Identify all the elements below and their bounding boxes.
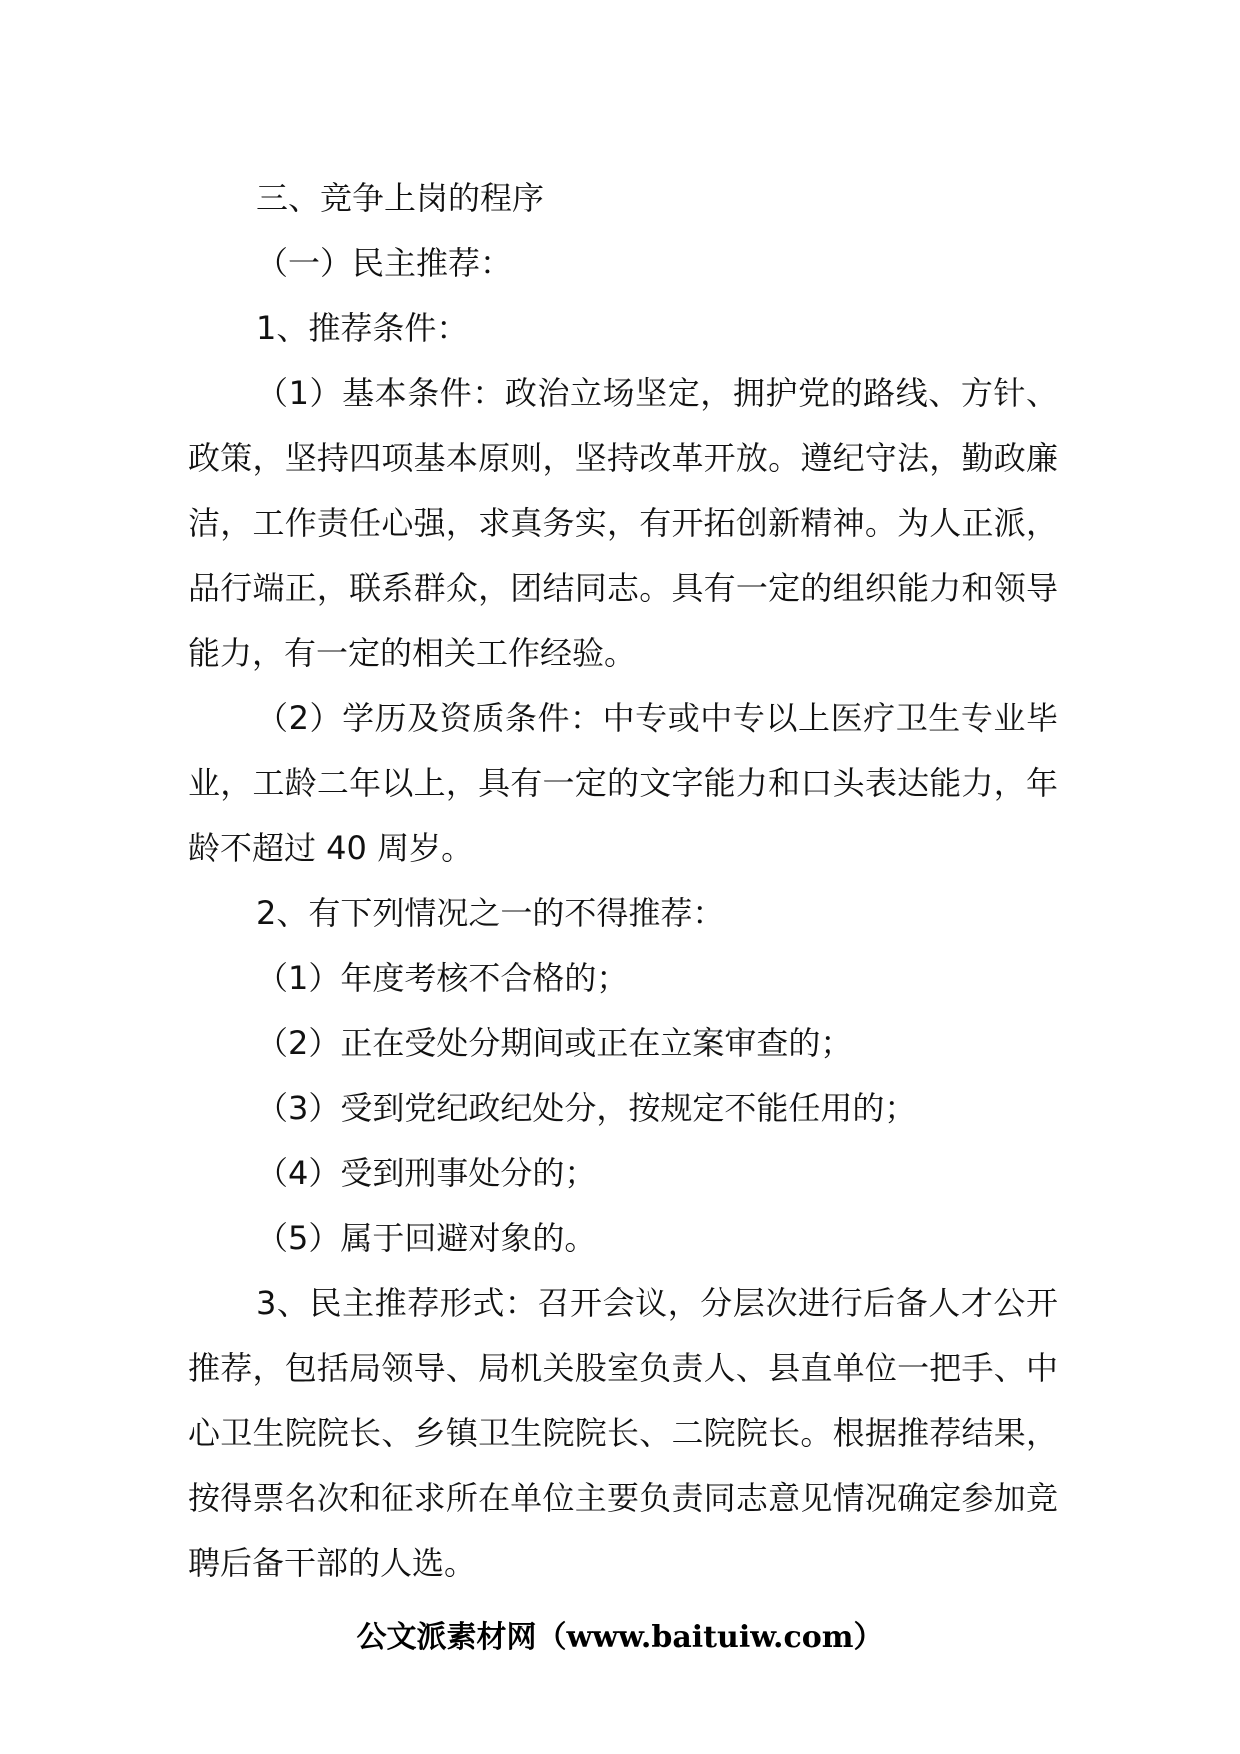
list-item: （1）年度考核不合格的；	[256, 959, 629, 997]
item-heading: 1、推荐条件：	[256, 309, 469, 347]
paragraph-education-conditions: （2）学历及资质条件：中专或中专以上医疗卫生专业毕业，工龄二年以上，具有一定的文字能力和口头表达能力，年龄不超过 40 周岁。	[188, 699, 1058, 867]
footer-watermark-text: 公文派素材网（www.baituiw.com）	[356, 1620, 884, 1655]
list-item: （3）受到党纪政纪处分，按规定不能任用的；	[256, 1089, 917, 1127]
list-item: （4）受到刑事处分的；	[256, 1154, 597, 1192]
list-item: （5）属于回避对象的。	[256, 1219, 597, 1257]
section-heading: 三、竞争上岗的程序	[256, 179, 545, 217]
subsection-heading: （一）民主推荐：	[256, 244, 513, 282]
paragraph-recommendation-form: 3、民主推荐形式：召开会议，分层次进行后备人才公开推荐，包括局领导、局机关股室负责人、县直单位一把手、中心卫生院院长、乡镇卫生院院长、二院院长。根据推荐结果，按得票名次和征求所在单位主要负责同志意见情况确定参加竞聘后备干部的人选。	[188, 1284, 1058, 1582]
document-body	[188, 166, 1058, 1596]
list-item: （2）正在受处分期间或正在立案审查的；	[256, 1024, 853, 1062]
paragraph-basic-conditions: （1）基本条件：政治立场坚定，拥护党的路线、方针、政策，坚持四项基本原则，坚持改革开放。遵纪守法，勤政廉洁，工作责任心强，求真务实，有开拓创新精神。为人正派，品行端正，联系群众，团结同志。具有一定的组织能力和领导能力，有一定的相关工作经验。	[188, 374, 1058, 672]
item-heading: 2、有下列情况之一的不得推荐：	[256, 894, 725, 932]
